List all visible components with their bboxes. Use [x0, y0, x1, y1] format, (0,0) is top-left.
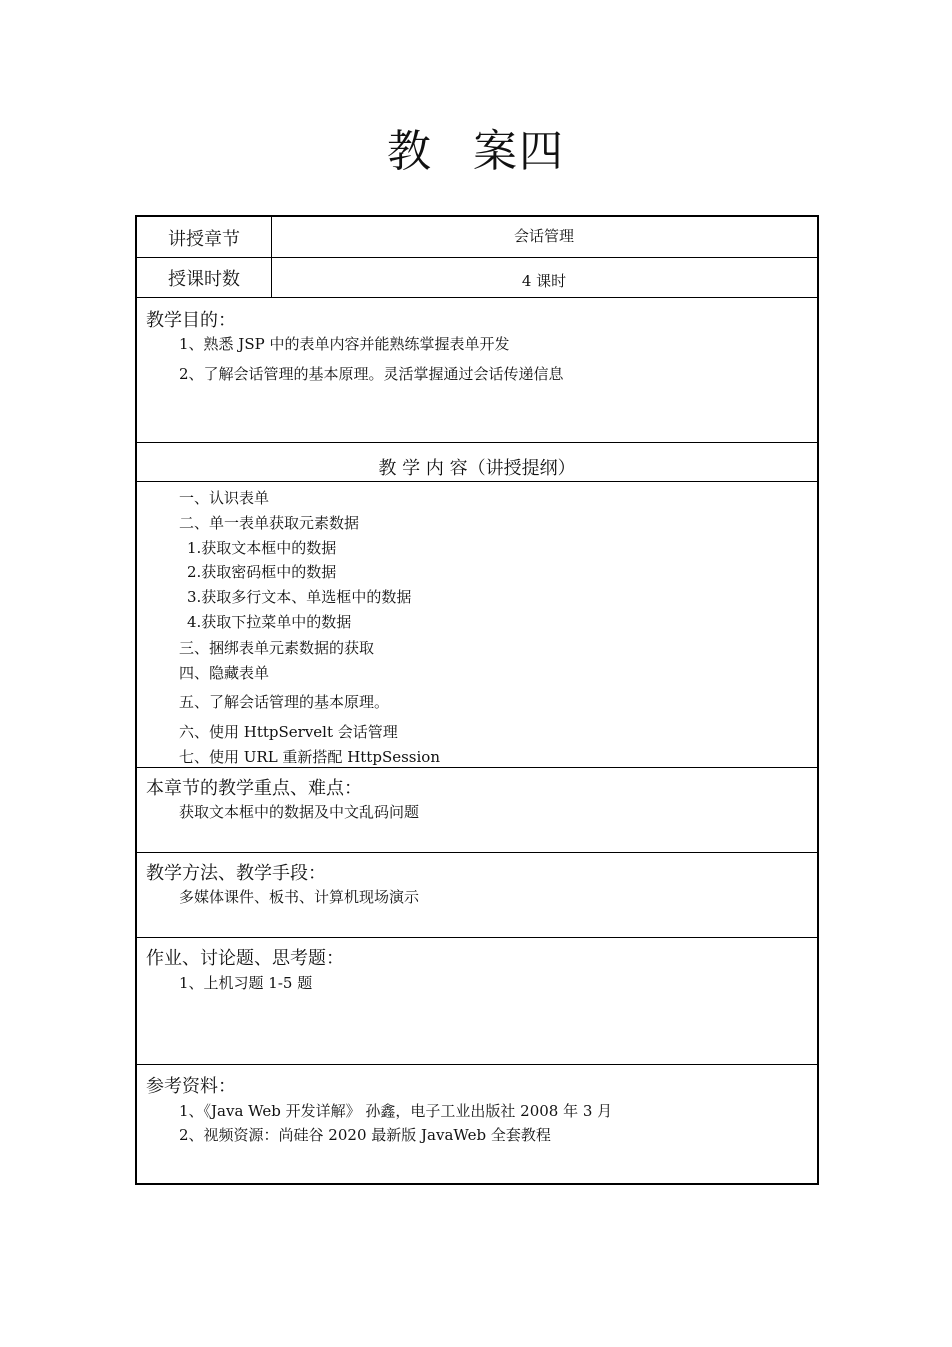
key-points-text: 获取文本框中的数据及中文乱码问题	[179, 803, 420, 821]
outline-item: 4.获取下拉菜单中的数据	[187, 613, 352, 631]
outline-item: 3.获取多行文本、单选框中的数据	[187, 588, 412, 606]
outline-item: 六、使用 HttpServelt 会话管理	[179, 723, 398, 741]
key-points-heading: 本章节的教学重点、难点：	[146, 778, 362, 799]
reference-item: 2、视频资源：尚硅谷 2020 最新版 JavaWeb 全套教程	[179, 1126, 551, 1144]
page-title	[0, 122, 952, 182]
outline-item: 1.获取文本框中的数据	[187, 539, 337, 557]
references-heading: 参考资料：	[146, 1076, 236, 1097]
outline-item: 2.获取密码框中的数据	[187, 563, 337, 581]
objective-item: 2、了解会话管理的基本原理。灵活掌握通过会话传递信息	[179, 365, 564, 383]
row-divider	[137, 1064, 817, 1065]
outline-item: 七、使用 URL 重新搭配 HttpSession	[179, 748, 440, 766]
outline-item: 二、单一表单获取元素数据	[179, 514, 360, 532]
chapter-value: 会话管理	[513, 227, 574, 245]
row-divider	[137, 442, 817, 443]
outline-item: 五、了解会话管理的基本原理。	[179, 693, 390, 711]
hours-label: 授课时数	[168, 269, 240, 290]
reference-item: 1、《Java Web 开发详解》 孙鑫，电子工业出版社 2008 年 3 月	[179, 1102, 613, 1120]
hours-value: 4 课时	[521, 272, 567, 290]
row-divider	[137, 257, 817, 258]
outline-item: 四、隐藏表单	[179, 664, 270, 682]
row-divider	[137, 297, 817, 298]
row-divider	[137, 937, 817, 938]
outline-item: 三、捆绑表单元素数据的获取	[179, 639, 375, 657]
content-heading: 教 学 内 容（讲授提纲）	[378, 458, 576, 479]
outline-item: 一、认识表单	[179, 489, 270, 507]
chapter-label: 讲授章节	[168, 229, 240, 250]
title-part-2: 案四	[473, 126, 565, 177]
homework-heading: 作业、讨论题、思考题：	[146, 948, 344, 969]
row-divider	[137, 767, 817, 768]
row-divider	[137, 852, 817, 853]
methods-text: 多媒体课件、板书、计算机现场演示	[179, 888, 420, 906]
lesson-plan-table	[135, 215, 819, 1185]
methods-heading: 教学方法、教学手段：	[146, 863, 326, 884]
title-part-1: 教	[387, 126, 433, 177]
objectives-heading: 教学目的：	[146, 310, 236, 331]
homework-text: 1、上机习题 1-5 题	[179, 974, 313, 992]
row-divider	[137, 481, 817, 482]
objective-item: 1、熟悉 JSP 中的表单内容并能熟练掌握表单开发	[179, 335, 510, 353]
